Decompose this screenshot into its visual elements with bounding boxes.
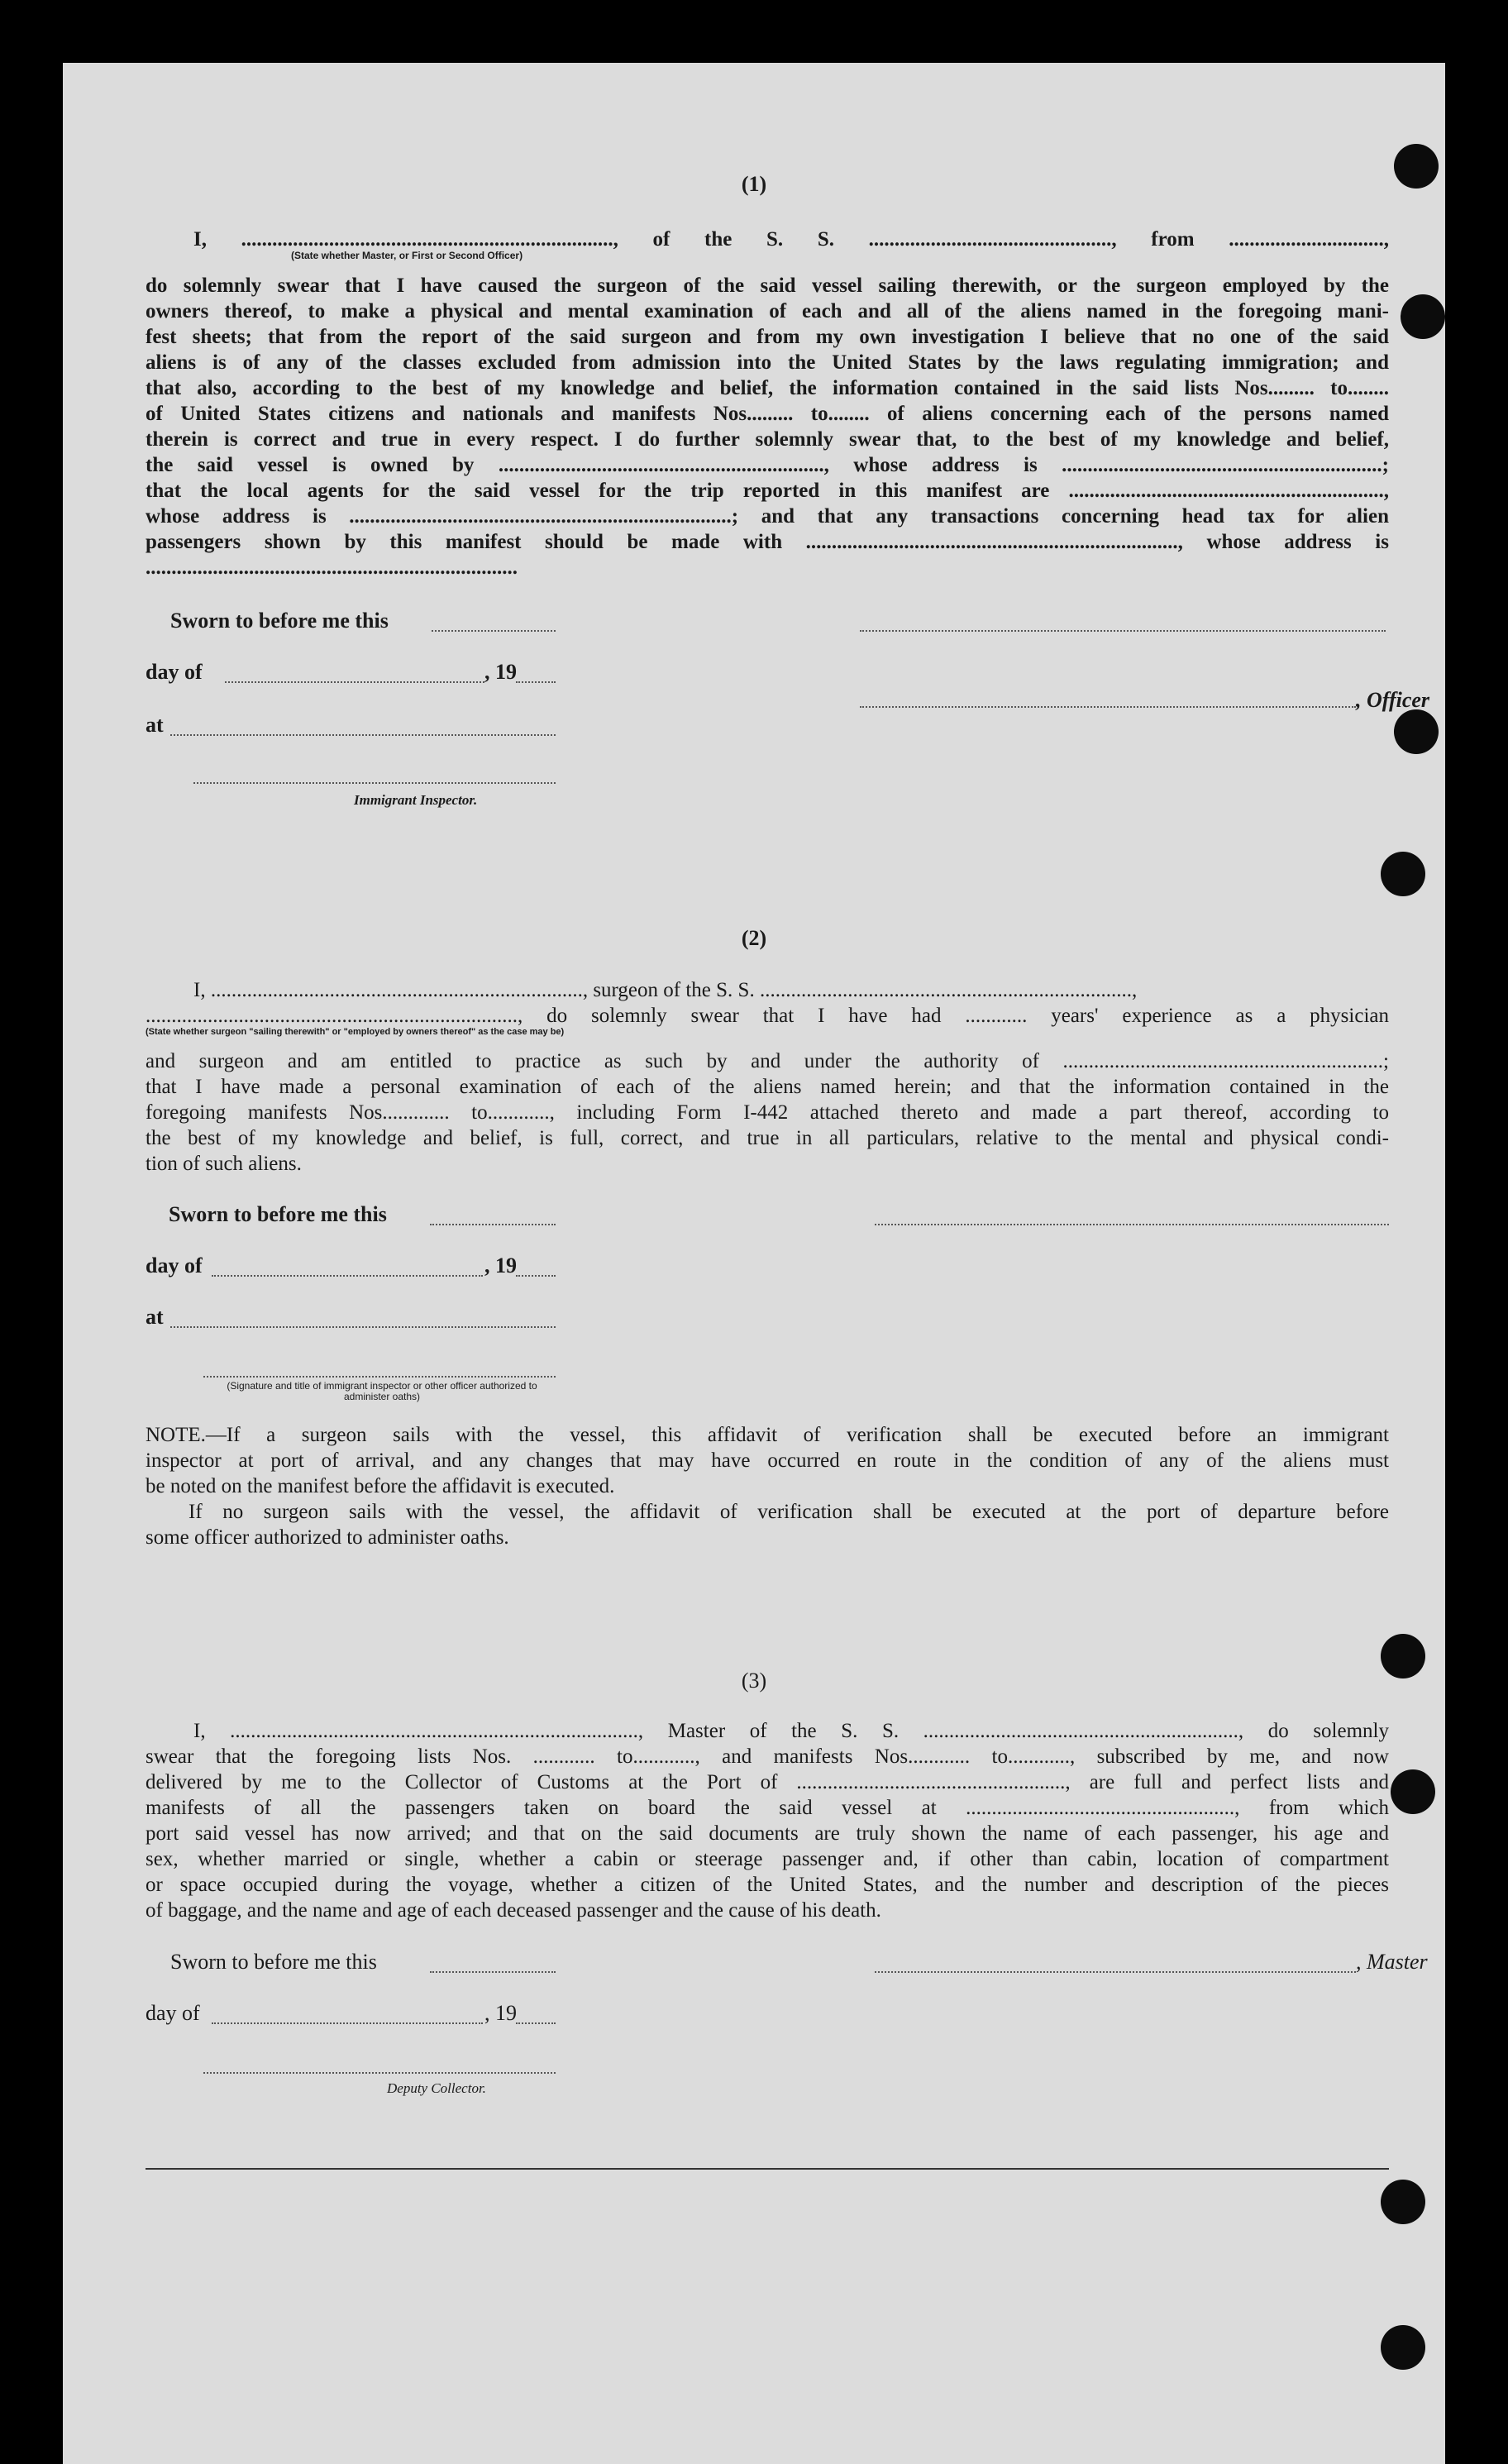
at-label: at [146,1305,164,1329]
section-2-number: (2) [741,926,767,950]
signature-line [432,630,556,632]
signature-line [430,1224,556,1225]
section-3-line: manifests of all the passengers taken on board the said vessel at ...................................................., from which [146,1797,1389,1819]
manifest-back-page [63,63,1445,2464]
sworn-label: Sworn to before me this [170,609,389,633]
signature-line [430,1971,556,1973]
section-3-number: (3) [741,1669,767,1693]
note-line: some officer authorized to administer oaths. [146,1526,509,1549]
immigrant-inspector-label: Immigrant Inspector. [354,792,478,808]
officer-note: (State whether Master, or First or Second Officer) [291,250,523,261]
section-3-line: sex, whether married or single, whether a cabin or steerage passenger and, if other than cabin, location of compartment [146,1848,1389,1870]
section-3-line: of baggage, and the name and age of each deceased passenger and the cause of his death. [146,1899,881,1922]
day-of-label: day of [146,1253,203,1277]
section-1-line: ........................................................................ [146,556,518,579]
section-1-line: I, ........................................................................, of the S. S. ..............................................., from .............................., [193,228,1389,251]
section-2-line: ........................................................................, do solemnly swear that I have had ............ years' experience as a physician [146,1005,1389,1027]
section-1-number: (1) [741,172,767,196]
year-prefix: 19 [495,1253,517,1277]
signature-line [860,630,1386,632]
section-3-line: I, ..............................................................................., Master of the S. S. ............................................................., do solemnly [193,1720,1389,1742]
year-label: , 19 [484,1253,517,1277]
section-3-line: or space occupied during the voyage, whether a citizen of the United States, and the number and description of the pieces [146,1874,1389,1896]
surgeon-note: (State whether surgeon "sailing therewith" or "employed by owners thereof" as the case may be) [146,1027,565,1037]
inspector-signature-line [193,782,556,784]
section-3-line: delivered by me to the Collector of Customs at the Port of ...................................................., are full and perfect lists and [146,1771,1389,1793]
section-2-line: foregoing manifests Nos............. to............, including Form I-442 attached thereto and made a part thereof, according to [146,1101,1389,1124]
year-line [516,681,556,683]
section-2-line: and surgeon and am entitled to practice as such by and under the authority of ..............................................................; [146,1050,1389,1072]
note-line: If no surgeon sails with the vessel, the affidavit of verification shall be executed at the port of departure before [188,1501,1389,1523]
note-line: NOTE.—If a surgeon sails with the vessel, this affidavit of verification shall be executed before an immigrant [146,1424,1389,1446]
date-line [212,1275,483,1277]
sworn-label: Sworn to before me this [169,1202,387,1226]
collector-signature-line [203,2072,556,2074]
section-1-line: passengers shown by this manifest should be made with ........................................................................, whose address is [146,531,1389,553]
year-line [516,1275,556,1277]
year-label: , 19 [484,660,517,684]
section-1-line: of United States citizens and nationals and manifests Nos......... to........ of aliens concerning each of the persons named [146,403,1389,425]
master-signature-line [875,1971,1356,1973]
section-1-line: therein is correct and true in every respect. I do further solemnly swear that, to the best of my knowledge and belief, [146,428,1389,451]
day-of-label: day of [146,660,203,684]
section-1-line: aliens is of any of the classes excluded from admission into the United States by the laws regulating immigration; and [146,351,1389,374]
section-2-line: tion of such aliens. [146,1153,302,1175]
officer-line [860,706,1356,708]
day-of-label: day of [146,2001,200,2025]
section-1-line: that the local agents for the said vessel for the trip reported in this manifest are ............................................................., [146,480,1389,502]
officer-label: , Officer [1356,688,1430,712]
punch-hole [1401,294,1445,339]
section-1-line: that also, according to the best of my knowledge and belief, the information contained in the said lists Nos......... to........ [146,377,1389,399]
place-line [170,1326,556,1328]
inspector-signature-line [203,1376,556,1378]
signature-line [875,1224,1389,1225]
section-1-line: fest sheets; that from the report of the said surgeon and from my own investigation I believe that no one of the said [146,326,1389,348]
section-1-line: do solemnly swear that I have caused the surgeon of the said vessel sailing therewith, or the surgeon employed by the [146,275,1389,297]
date-line [225,681,484,683]
deputy-collector-label: Deputy Collector. [387,2080,486,2096]
master-label: , Master [1356,1950,1428,1974]
date-line [212,2022,483,2024]
year-prefix: 19 [495,660,517,684]
master-text: Master [1367,1950,1428,1974]
punch-hole [1381,2180,1425,2224]
section-1-line: owners thereof, to make a physical and mental examination of each and all of the aliens named in the foregoing mani- [146,300,1389,322]
bottom-rule [146,2168,1389,2170]
section-1-line: whose address is ..........................................................................; and that any transactions concerning head tax for alien [146,505,1389,528]
section-2-line: the best of my knowledge and belief, is full, correct, and true in all particulars, relative to the mental and physical condi- [146,1127,1389,1149]
section-3-line: swear that the foregoing lists Nos. ............ to............, and manifests Nos............ to............, subscribed by me, and now [146,1745,1389,1768]
section-2-line: I, ........................................................................, surgeon of the S. S. ........................................................................, [193,979,1138,1001]
punch-hole [1381,852,1425,896]
year-prefix: 19 [495,2001,517,2025]
note-line: be noted on the manifest before the affidavit is executed. [146,1475,615,1497]
signature-note: (Signature and title of immigrant inspector or other officer authorized to administer oaths) [227,1380,537,1402]
year-label: , 19 [484,2001,517,2025]
section-2-line: that I have made a personal examination of each of the aliens named herein; and that the information contained in the [146,1076,1389,1098]
officer-text: Officer [1367,688,1430,712]
note-line: inspector at port of arrival, and any changes that may have occurred en route in the condition of any of the aliens must [146,1449,1389,1472]
sworn-label: Sworn to before me this [170,1950,377,1974]
place-line [170,734,556,736]
year-line [516,2022,556,2024]
punch-hole [1381,2325,1425,2370]
at-label: at [146,713,164,737]
section-1-line: the said vessel is owned by ..............................................................., whose address is ..............................................................; [146,454,1389,476]
punch-hole [1394,709,1439,754]
punch-hole [1391,1769,1435,1814]
section-3-line: port said vessel has now arrived; and that on the said documents are truly shown the name of each passenger, his age and [146,1822,1389,1845]
